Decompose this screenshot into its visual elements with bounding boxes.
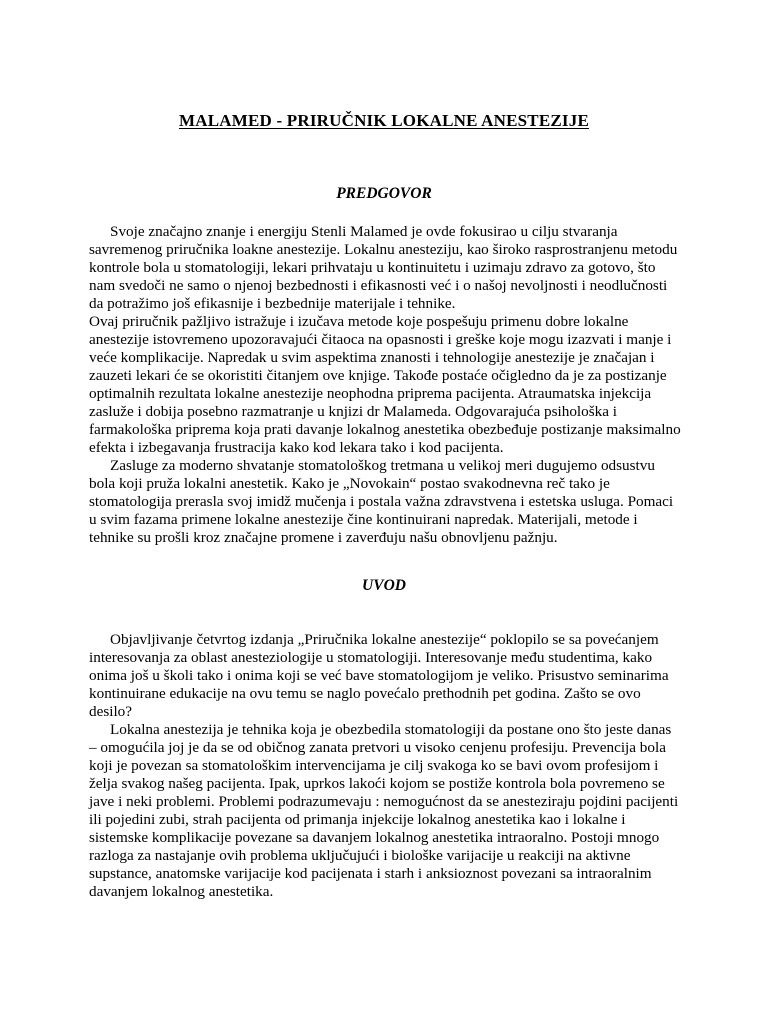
section-heading-predgovor: PREDGOVOR — [336, 185, 432, 202]
paragraph: Zasluge za moderno shvatanje stomatološkog tretmana u velikoj meri dugujemo odsustvu bola koji pruža lokalni anestetik. Kako je „Novokain“ postao svakodnevna reč tako je stomatologija prerasla svoj imidž mučenja i postala važna zdravstvena i estetska usluga. Pomaci u svim fazama primene lokalne anestezije čine kontinuirani napredak. Materijali, metode i tehnike su prošli kroz značajne promene i zaverđuju našu obnovljenu pažnju. — [89, 457, 674, 546]
paragraph: Lokalna anestezija je tehnika koja je obezbedila stomatologiji da postane ono što jeste danas – omogućila joj je da se od običnog zanata pretvori u visoko cenjenu profesiju. Prevencija bola koji je povezan sa stomatološkim intervencijama je cilj svakoga ko se bavi ovom profesijom i želja svakog našeg pacijenta. Ipak, uprkos lakoći kojom se postiže kontrola bola povremeno se jave i neki problemi. Problemi podrazumevaju : nemogućnost da se anesteziraju pojdini pacijenti ili pojedini zubi, strah pacijenta od primanja injekcije lokalnog anestetika kao i lokalne i sistemske komplikacije povezane sa davanjem lokalnog anestetika intraoralno. Postoji mnogo razloga za nastajanje ovih problema uključujući i biološke varijacije u reakciji na aktivne supstance, anatomske varijacije kod pacijenata i starh i anksioznost povezani sa intraoralnim davanjem lokalnog anestetika. — [89, 721, 679, 900]
paragraph: Ovaj priručnik pažljivo istražuje i izučava metode koje pospešuju primenu dobre lokalne anestezije istovremeno upozoravajući čitaoca na opasnosti i greške koje mogu izazvati i manje i veće komplikacije. Napredak u svim aspektima znanosti i tehnologije anestezije je značajan i zauzeti lekari će se okoristiti čitanjem ove knjige. Takođe postaće očigledno da je za postizanje optimalnih rezultata lokalne anestezije neophodna priprema pacijenta. Atraumatska injekcija zasluže i dobija posebno razmatranje u knjizi dr Malameda. Odgovarajuća psihološka i farmakološka priprema koja prati davanje lokalnog anestetika obezbeđuje postizanje maksimalno efekta i izbegavanja frustracija kako kod lekara tako i kod pacijenta. — [89, 313, 681, 456]
section-body-uvod — [89, 631, 681, 901]
paragraph: Svoje značajno znanje i energiju Stenli Malamed je ovde fokusirao u cilju stvaranja savremenog priručnika loakne anestezije. Lokalnu anesteziju, kao široko rasprostranjenu metodu kontrole bola u stomatologiji, lekari prihvataju u kontinuitetu i uzimaju zdravo za gotovo, što nam svedoči ne samo o njenoj bezbednosti i efikasnosti već i o našoj nevoljnosti i neodlučnosti da potražimo još efikasnije i bezbednije materijale i tehnike. — [89, 223, 678, 312]
section-body-predgovor — [89, 223, 681, 547]
section-heading-uvod: UVOD — [362, 577, 406, 594]
document-title: MALAMED - PRIRUČNIK LOKALNE ANESTEZIJE — [179, 111, 589, 130]
paragraph: Objavljivanje četvrtog izdanja „Priručnika lokalne anestezije“ poklopilo se sa povećanjem interesovanja za oblast anesteziologije u stomatologiji. Interesovanje među studentima, kako onima još u školi tako i onima koji se već bave stomatologijom je veliko. Prisustvo seminarima kontinuirane edukacije na ovu temu se naglo povećalo prethodnih pet godina. Zašto se ovo desilo? — [89, 631, 669, 720]
